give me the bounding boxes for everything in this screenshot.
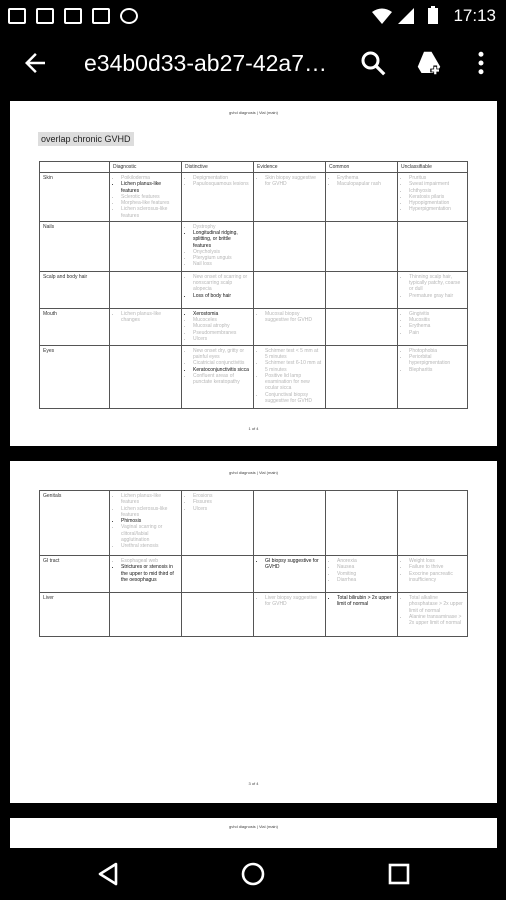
- criteria-cell: [326, 491, 398, 556]
- criteria-item: • Erythema: [409, 323, 464, 329]
- gmail-notification-icon: [8, 8, 26, 24]
- gvhd-table-part2: [39, 490, 468, 637]
- criteria-cell: [326, 271, 398, 308]
- signal-icon: [398, 8, 414, 24]
- organ-cell: Eyes: [40, 345, 110, 408]
- nyt-notification-icon: [64, 8, 82, 24]
- criteria-list: [185, 274, 250, 299]
- nav-back-icon[interactable]: [90, 856, 126, 892]
- criteria-list: [401, 595, 464, 626]
- image-notification-icon: [92, 8, 110, 24]
- criteria-item: • Confluent areas of punctate keratopathy: [193, 373, 250, 386]
- criteria-cell: [326, 556, 398, 593]
- column-header: Distinctive: [182, 162, 254, 173]
- criteria-list: [401, 348, 464, 373]
- page-header: gvhd diagnosis | Vial (main): [229, 110, 278, 115]
- criteria-list: [113, 175, 178, 219]
- criteria-item: • Weight loss: [409, 558, 464, 564]
- criteria-cell: [326, 221, 398, 271]
- criteria-cell: [182, 491, 254, 556]
- criteria-list: [401, 175, 464, 213]
- criteria-item: • Sclerotic features: [121, 194, 178, 200]
- criteria-cell: [254, 271, 326, 308]
- criteria-item: • Mucosal atrophy: [193, 323, 250, 329]
- criteria-item: • Ulcers: [193, 336, 250, 342]
- table-row: [40, 345, 468, 408]
- pdf-page-1: [10, 101, 497, 446]
- table-row: [40, 593, 468, 637]
- criteria-cell: [182, 221, 254, 271]
- more-vert-icon[interactable]: [466, 48, 496, 78]
- criteria-cell: [110, 308, 182, 345]
- status-bar: [0, 0, 506, 32]
- criteria-item: • Periorbital hyperpigmentation: [409, 354, 464, 367]
- organ-cell: Skin: [40, 173, 110, 222]
- criteria-cell: [110, 556, 182, 593]
- criteria-item: • Nausea: [337, 564, 394, 570]
- table-row: [40, 491, 468, 556]
- criteria-list: [257, 558, 322, 571]
- criteria-list: [185, 311, 250, 342]
- criteria-list: [401, 274, 464, 299]
- table-row: [40, 271, 468, 308]
- criteria-item: • Depigmentation: [193, 175, 250, 181]
- criteria-item: • Diarrhea: [337, 577, 394, 583]
- criteria-item: • Total bilirubin > 2x upper limit of normal: [337, 595, 394, 608]
- page-header: gvhd diagnosis | Vial (main): [229, 824, 278, 829]
- criteria-item: • Exocrine pancreatic insufficiency: [409, 571, 464, 584]
- organ-cell: Mouth: [40, 308, 110, 345]
- column-header: [40, 162, 110, 173]
- criteria-cell: [182, 345, 254, 408]
- table-row: [40, 308, 468, 345]
- criteria-item: • New onset of scarring or nonscarring scalp alopecia: [193, 274, 250, 293]
- criteria-cell: [110, 173, 182, 222]
- criteria-item: • Fissures: [193, 499, 250, 505]
- pdf-viewer[interactable]: [0, 96, 506, 848]
- criteria-cell: [254, 173, 326, 222]
- criteria-list: [257, 348, 322, 404]
- criteria-list: [113, 493, 178, 549]
- column-header: Unclassifiable: [398, 162, 468, 173]
- document-title: e34b0d33-ab27-42a7…: [84, 50, 327, 76]
- criteria-cell: [254, 556, 326, 593]
- criteria-item: • Gingivitis: [409, 311, 464, 317]
- criteria-item: • Conjunctival biopsy suggestive for GVHD: [265, 392, 322, 405]
- criteria-list: [185, 175, 250, 188]
- navigation-bar: [0, 848, 506, 900]
- criteria-item: • Onycholysis: [193, 249, 250, 255]
- criteria-item: • Failure to thrive: [409, 564, 464, 570]
- criteria-item: • Pterygium unguis: [193, 255, 250, 261]
- criteria-item: • GI biopsy suggestive for GVHD: [265, 558, 322, 571]
- criteria-item: • Pain: [409, 330, 464, 336]
- criteria-item: • Cicatricial conjunctivitis: [193, 360, 250, 366]
- criteria-item: • Schirmer test 6-10 mm at 5 minutes: [265, 360, 322, 373]
- criteria-cell: [110, 221, 182, 271]
- criteria-cell: [110, 593, 182, 637]
- criteria-item: • Anorexia: [337, 558, 394, 564]
- criteria-item: • Skin biopsy suggestive for GVHD: [265, 175, 322, 188]
- criteria-item: • Nail loss: [193, 261, 250, 267]
- criteria-list: [185, 493, 250, 512]
- criteria-list: [257, 311, 322, 324]
- criteria-item: • Maculopapular rash: [337, 181, 394, 187]
- criteria-cell: [398, 221, 468, 271]
- organ-cell: Scalp and body hair: [40, 271, 110, 308]
- nav-home-icon[interactable]: [235, 856, 271, 892]
- criteria-item: • Premature gray hair: [409, 293, 464, 299]
- add-to-drive-icon[interactable]: [414, 48, 444, 78]
- pdf-page-2: [10, 461, 497, 803]
- criteria-cell: [398, 271, 468, 308]
- criteria-item: • Morphea-like features: [121, 200, 178, 206]
- criteria-item: • Lichen planus-like changes: [121, 311, 178, 324]
- table-row: [40, 173, 468, 222]
- gvhd-table-part1: [39, 161, 468, 409]
- criteria-list: [257, 175, 322, 188]
- page-indicator: 1 of 4: [248, 426, 259, 431]
- criteria-list: [257, 595, 322, 608]
- criteria-cell: [110, 271, 182, 308]
- criteria-item: • Photophobia: [409, 348, 464, 354]
- criteria-item: • Blepharitis: [409, 367, 464, 373]
- gmail-notification-icon-2: [36, 8, 54, 24]
- criteria-item: • Positive lid lamp examination for new ocular sicca: [265, 373, 322, 392]
- criteria-item: • Vaginal scarring or clitoral/labial agglutination: [121, 524, 178, 543]
- criteria-cell: [182, 556, 254, 593]
- chrome-notification-icon: [120, 8, 138, 24]
- criteria-item: • Pseudomembranes: [193, 330, 250, 336]
- criteria-item: • New onset dry, gritty or painful eyes: [193, 348, 250, 361]
- criteria-cell: [398, 173, 468, 222]
- criteria-item: • Phimosis: [121, 518, 178, 524]
- criteria-item: • Urethral stenosis: [121, 543, 178, 549]
- criteria-cell: [182, 593, 254, 637]
- column-header: Evidence: [254, 162, 326, 173]
- criteria-item: • Longitudinal ridging, splitting, or brittle features: [193, 230, 250, 249]
- criteria-item: • Erosions: [193, 493, 250, 499]
- battery-icon: [428, 6, 438, 24]
- table-row: [40, 556, 468, 593]
- criteria-list: [401, 558, 464, 583]
- criteria-cell: [182, 308, 254, 345]
- criteria-item: • Ichthyosis: [409, 188, 464, 194]
- organ-cell: Nails: [40, 221, 110, 271]
- criteria-item: • Dystrophy: [193, 224, 250, 230]
- table-row: [40, 221, 468, 271]
- criteria-item: • Erythema: [337, 175, 394, 181]
- column-header: Common: [326, 162, 398, 173]
- criteria-list: [113, 311, 178, 324]
- criteria-cell: [326, 308, 398, 345]
- search-icon[interactable]: [358, 48, 388, 78]
- table-header-row: [40, 162, 468, 173]
- criteria-item: • Thinning scalp hair, typically patchy, coarse or dull: [409, 274, 464, 293]
- criteria-cell: [398, 491, 468, 556]
- criteria-cell: [254, 308, 326, 345]
- organ-cell: Liver: [40, 593, 110, 637]
- criteria-item: • Lichen sclerosus-like features: [121, 506, 178, 519]
- page-heading: overlap chronic GVHD: [38, 132, 134, 146]
- organ-cell: Genitals: [40, 491, 110, 556]
- criteria-list: [113, 558, 178, 583]
- criteria-list: [329, 558, 394, 583]
- criteria-item: • Poikiloderma: [121, 175, 178, 181]
- criteria-item: • Lichen planus-like features: [121, 493, 178, 506]
- wifi-icon: [372, 8, 392, 24]
- criteria-item: • Schirmer test < 5 mm at 5 minutes: [265, 348, 322, 361]
- criteria-cell: [254, 491, 326, 556]
- criteria-item: • Papulosquamous lesions: [193, 181, 250, 187]
- criteria-item: • Mucositis: [409, 317, 464, 323]
- criteria-item: • Esophageal web: [121, 558, 178, 564]
- criteria-item: • Mucosal biopsy suggestive for GVHD: [265, 311, 322, 324]
- criteria-list: [401, 311, 464, 336]
- criteria-cell: [398, 308, 468, 345]
- criteria-item: • Keratoconjunctivitis sicca: [193, 367, 250, 373]
- app-bar: [0, 32, 506, 96]
- criteria-list: [329, 595, 394, 608]
- arrow-back-icon[interactable]: [20, 48, 50, 78]
- criteria-cell: [398, 345, 468, 408]
- clock: 17:13: [453, 6, 496, 25]
- criteria-item: • Keratosis pilaris: [409, 194, 464, 200]
- criteria-cell: [254, 345, 326, 408]
- criteria-item: • Alanine transaminase > 2x upper limit of normal: [409, 614, 464, 627]
- criteria-cell: [182, 271, 254, 308]
- criteria-item: • Sweat impairment: [409, 181, 464, 187]
- criteria-item: • Mucoceles: [193, 317, 250, 323]
- criteria-cell: [110, 345, 182, 408]
- criteria-item: • Hypopigmentation: [409, 200, 464, 206]
- criteria-cell: [398, 593, 468, 637]
- criteria-item: • Lichen sclerosus-like features: [121, 206, 178, 219]
- criteria-cell: [326, 593, 398, 637]
- criteria-cell: [254, 593, 326, 637]
- column-header: Diagnostic: [110, 162, 182, 173]
- page-header: gvhd diagnosis | Vial (main): [229, 470, 278, 475]
- criteria-item: • Vomiting: [337, 571, 394, 577]
- criteria-item: • Hyperpigmentation: [409, 206, 464, 212]
- criteria-list: [329, 175, 394, 188]
- criteria-item: • Strictures or stenosis in the upper to mid third of the oesophagus: [121, 564, 178, 583]
- criteria-list: [185, 224, 250, 268]
- criteria-item: • Total alkaline phosphatase > 2x upper limit of normal: [409, 595, 464, 614]
- criteria-cell: [326, 345, 398, 408]
- criteria-item: • Liver biopsy suggestive for GVHD: [265, 595, 322, 608]
- pdf-page-3: [10, 818, 497, 848]
- organ-cell: GI tract: [40, 556, 110, 593]
- page-indicator: 3 of 4: [248, 781, 259, 786]
- criteria-list: [185, 348, 250, 386]
- criteria-cell: [110, 491, 182, 556]
- criteria-cell: [254, 221, 326, 271]
- criteria-item: • Loss of body hair: [193, 293, 250, 299]
- criteria-cell: [326, 173, 398, 222]
- criteria-cell: [182, 173, 254, 222]
- nav-recents-icon[interactable]: [381, 856, 417, 892]
- criteria-item: • Lichen planus-like features: [121, 181, 178, 194]
- criteria-item: • Xerostomia: [193, 311, 250, 317]
- criteria-item: • Ulcers: [193, 506, 250, 512]
- criteria-cell: [398, 556, 468, 593]
- criteria-item: • Pruritus: [409, 175, 464, 181]
